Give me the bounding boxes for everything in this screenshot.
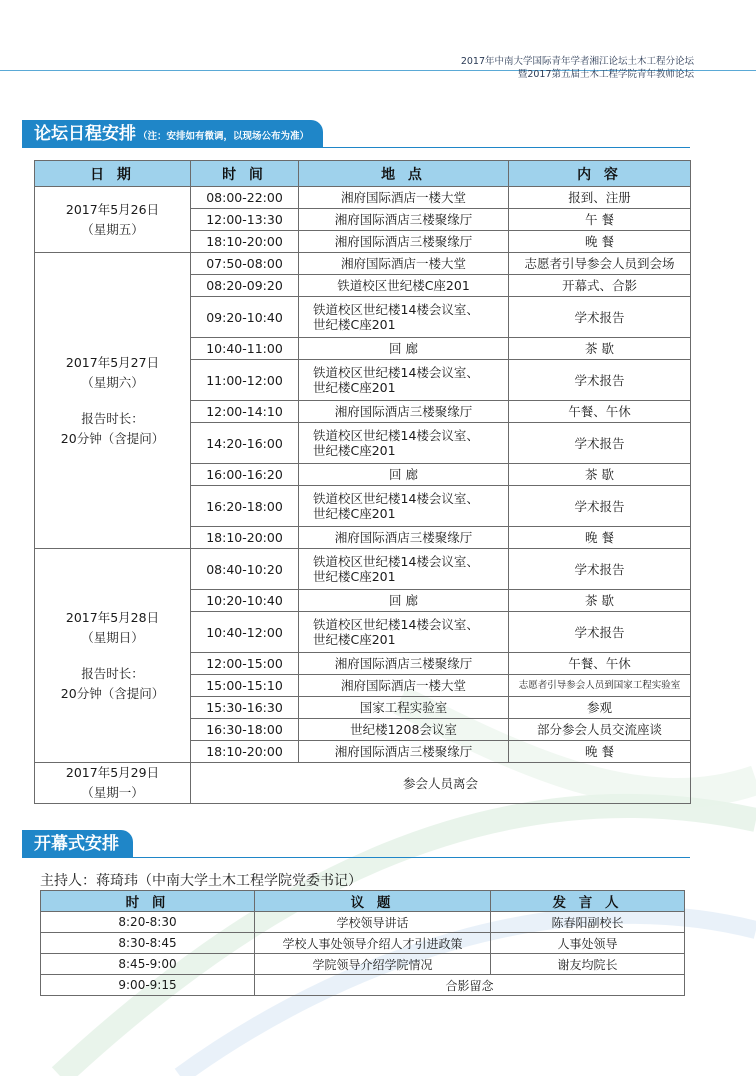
schedule-section-tab (22, 120, 323, 148)
date-cell (35, 549, 191, 763)
weekday-text: （星期一） (81, 785, 144, 800)
place-line-2: 世纪楼C座201 (313, 380, 396, 395)
time-cell: 11:00-12:00 (191, 360, 299, 401)
place-line-2: 世纪楼C座201 (313, 569, 396, 584)
place-cell: 湘府国际酒店三楼聚缘厅 (299, 401, 509, 423)
header-time: 时 间 (41, 891, 255, 912)
table-row (41, 975, 685, 996)
header-line-1: 2017年中南大学国际青年学者湘江论坛土木工程分论坛 (460, 56, 694, 67)
content-cell: 参观 (509, 697, 691, 719)
table-row (35, 549, 691, 590)
place-cell: 回 廊 (299, 464, 509, 486)
place-line-1: 铁道校区世纪楼14楼会议室、 (313, 491, 479, 506)
time-cell: 12:00-13:30 (191, 209, 299, 231)
schedule-section-heading (22, 120, 690, 148)
schedule-section-note: （注：安排如有微调，以现场公布为准） (138, 131, 310, 142)
time-cell: 10:40-11:00 (191, 338, 299, 360)
content-cell: 茶 歇 (509, 464, 691, 486)
time-cell: 18:10-20:00 (191, 231, 299, 253)
table-row (35, 763, 691, 804)
time-cell: 16:20-18:00 (191, 486, 299, 527)
content-cell: 志愿者引导参会人员到会场 (509, 253, 691, 275)
place-cell: 世纪楼1208会议室 (299, 719, 509, 741)
schedule-section-title: 论坛日程安排 (34, 124, 136, 144)
place-cell (299, 423, 509, 464)
time-cell: 08:00-22:00 (191, 187, 299, 209)
time-cell: 10:20-10:40 (191, 590, 299, 612)
place-cell: 湘府国际酒店三楼聚缘厅 (299, 209, 509, 231)
time-cell: 09:20-10:40 (191, 297, 299, 338)
merged-cell: 合影留念 (255, 975, 685, 996)
date-cell (35, 253, 191, 549)
place-line-1: 铁道校区世纪楼14楼会议室、 (313, 554, 479, 569)
time-cell: 8:20-8:30 (41, 912, 255, 933)
section-rule (133, 857, 690, 858)
duration-label: 报告时长： (81, 410, 144, 426)
date-text: 2017年5月26日 (65, 201, 160, 217)
weekday-text: （星期六） (81, 374, 144, 390)
table-row (35, 253, 691, 275)
content-cell: 晚 餐 (509, 231, 691, 253)
content-cell: 学术报告 (509, 297, 691, 338)
opening-section-title: 开幕式安排 (34, 834, 119, 854)
table-row (35, 187, 691, 209)
content-cell: 茶 歇 (509, 590, 691, 612)
schedule-table (34, 160, 691, 804)
time-cell: 16:00-16:20 (191, 464, 299, 486)
place-line-1: 铁道校区世纪楼14楼会议室、 (313, 365, 479, 380)
weekday-text: （星期日） (81, 629, 144, 645)
time-cell: 12:00-15:00 (191, 653, 299, 675)
opening-section-heading (22, 830, 690, 858)
topic-cell: 学院领导介绍学院情况 (255, 954, 491, 975)
content-cell: 报到、注册 (509, 187, 691, 209)
page-header (461, 55, 694, 81)
content-cell: 午餐、午休 (509, 401, 691, 423)
opening-header-row (41, 891, 685, 912)
content-cell: 晚 餐 (509, 741, 691, 763)
time-cell: 9:00-9:15 (41, 975, 255, 996)
place-cell: 回 廊 (299, 590, 509, 612)
merged-cell: 参会人员离会 (191, 763, 691, 804)
place-cell: 湘府国际酒店三楼聚缘厅 (299, 231, 509, 253)
date-text: 2017年5月29日 (65, 765, 160, 780)
place-line-1: 铁道校区世纪楼14楼会议室、 (313, 302, 479, 317)
time-cell: 18:10-20:00 (191, 741, 299, 763)
content-cell: 学术报告 (509, 612, 691, 653)
place-cell: 国家工程实验室 (299, 697, 509, 719)
content-cell: 学术报告 (509, 549, 691, 590)
header-time: 时 间 (191, 161, 299, 187)
date-text: 2017年5月28日 (65, 609, 160, 625)
place-cell: 回 廊 (299, 338, 509, 360)
time-cell: 08:40-10:20 (191, 549, 299, 590)
duration-label: 报告时长： (81, 665, 144, 681)
time-cell: 18:10-20:00 (191, 527, 299, 549)
content-cell: 学术报告 (509, 423, 691, 464)
header-speaker: 发 言 人 (491, 891, 685, 912)
place-cell: 铁道校区世纪楼C座201 (299, 275, 509, 297)
duration-value: 20分钟（含提问） (60, 430, 165, 446)
time-cell: 8:45-9:00 (41, 954, 255, 975)
content-cell: 午 餐 (509, 209, 691, 231)
content-cell: 午餐、午休 (509, 653, 691, 675)
date-cell (35, 763, 191, 804)
place-line-2: 世纪楼C座201 (313, 506, 396, 521)
place-cell: 湘府国际酒店三楼聚缘厅 (299, 527, 509, 549)
header-place: 地 点 (299, 161, 509, 187)
content-cell: 学术报告 (509, 486, 691, 527)
time-cell: 14:20-16:00 (191, 423, 299, 464)
table-row (41, 954, 685, 975)
time-cell: 8:30-8:45 (41, 933, 255, 954)
header-topic: 议 题 (255, 891, 491, 912)
content-cell: 茶 歇 (509, 338, 691, 360)
time-cell: 12:00-14:10 (191, 401, 299, 423)
time-cell: 10:40-12:00 (191, 612, 299, 653)
time-cell: 08:20-09:20 (191, 275, 299, 297)
header-content: 内 容 (509, 161, 691, 187)
content-cell: 学术报告 (509, 360, 691, 401)
time-cell: 15:30-16:30 (191, 697, 299, 719)
date-text: 2017年5月27日 (65, 354, 160, 370)
section-rule (323, 147, 690, 148)
place-line-2: 世纪楼C座201 (313, 443, 396, 458)
host-line: 主持人：蒋琦玮（中南大学土木工程学院党委书记） (40, 873, 362, 889)
topic-cell: 学校人事处领导介绍人才引进政策 (255, 933, 491, 954)
content-cell: 开幕式、合影 (509, 275, 691, 297)
schedule-header-row (35, 161, 691, 187)
place-cell: 湘府国际酒店一楼大堂 (299, 253, 509, 275)
time-cell: 07:50-08:00 (191, 253, 299, 275)
table-row (41, 912, 685, 933)
opening-section-tab (22, 830, 133, 858)
place-cell: 湘府国际酒店三楼聚缘厅 (299, 741, 509, 763)
place-line-2: 世纪楼C座201 (313, 632, 396, 647)
content-cell: 志愿者引导参会人员到国家工程实验室 (509, 675, 691, 697)
time-cell: 16:30-18:00 (191, 719, 299, 741)
speaker-cell: 谢友均院长 (491, 954, 685, 975)
place-cell: 湘府国际酒店一楼大堂 (299, 675, 509, 697)
header-date: 日 期 (35, 161, 191, 187)
speaker-cell: 人事处领导 (491, 933, 685, 954)
header-line-2: 暨2017第五届土木工程学院青年教师论坛 (517, 69, 694, 80)
content-cell: 晚 餐 (509, 527, 691, 549)
duration-value: 20分钟（含提问） (60, 685, 165, 701)
table-row (41, 933, 685, 954)
date-cell (35, 187, 191, 253)
place-cell (299, 612, 509, 653)
speaker-cell: 陈春阳副校长 (491, 912, 685, 933)
place-cell (299, 360, 509, 401)
place-cell (299, 297, 509, 338)
place-cell: 湘府国际酒店一楼大堂 (299, 187, 509, 209)
opening-table (40, 890, 685, 996)
place-cell (299, 549, 509, 590)
place-line-2: 世纪楼C座201 (313, 317, 396, 332)
place-cell (299, 486, 509, 527)
place-cell: 湘府国际酒店三楼聚缘厅 (299, 653, 509, 675)
weekday-text: （星期五） (81, 221, 144, 237)
time-cell: 15:00-15:10 (191, 675, 299, 697)
place-line-1: 铁道校区世纪楼14楼会议室、 (313, 617, 479, 632)
topic-cell: 学校领导讲话 (255, 912, 491, 933)
content-cell: 部分参会人员交流座谈 (509, 719, 691, 741)
place-line-1: 铁道校区世纪楼14楼会议室、 (313, 428, 479, 443)
